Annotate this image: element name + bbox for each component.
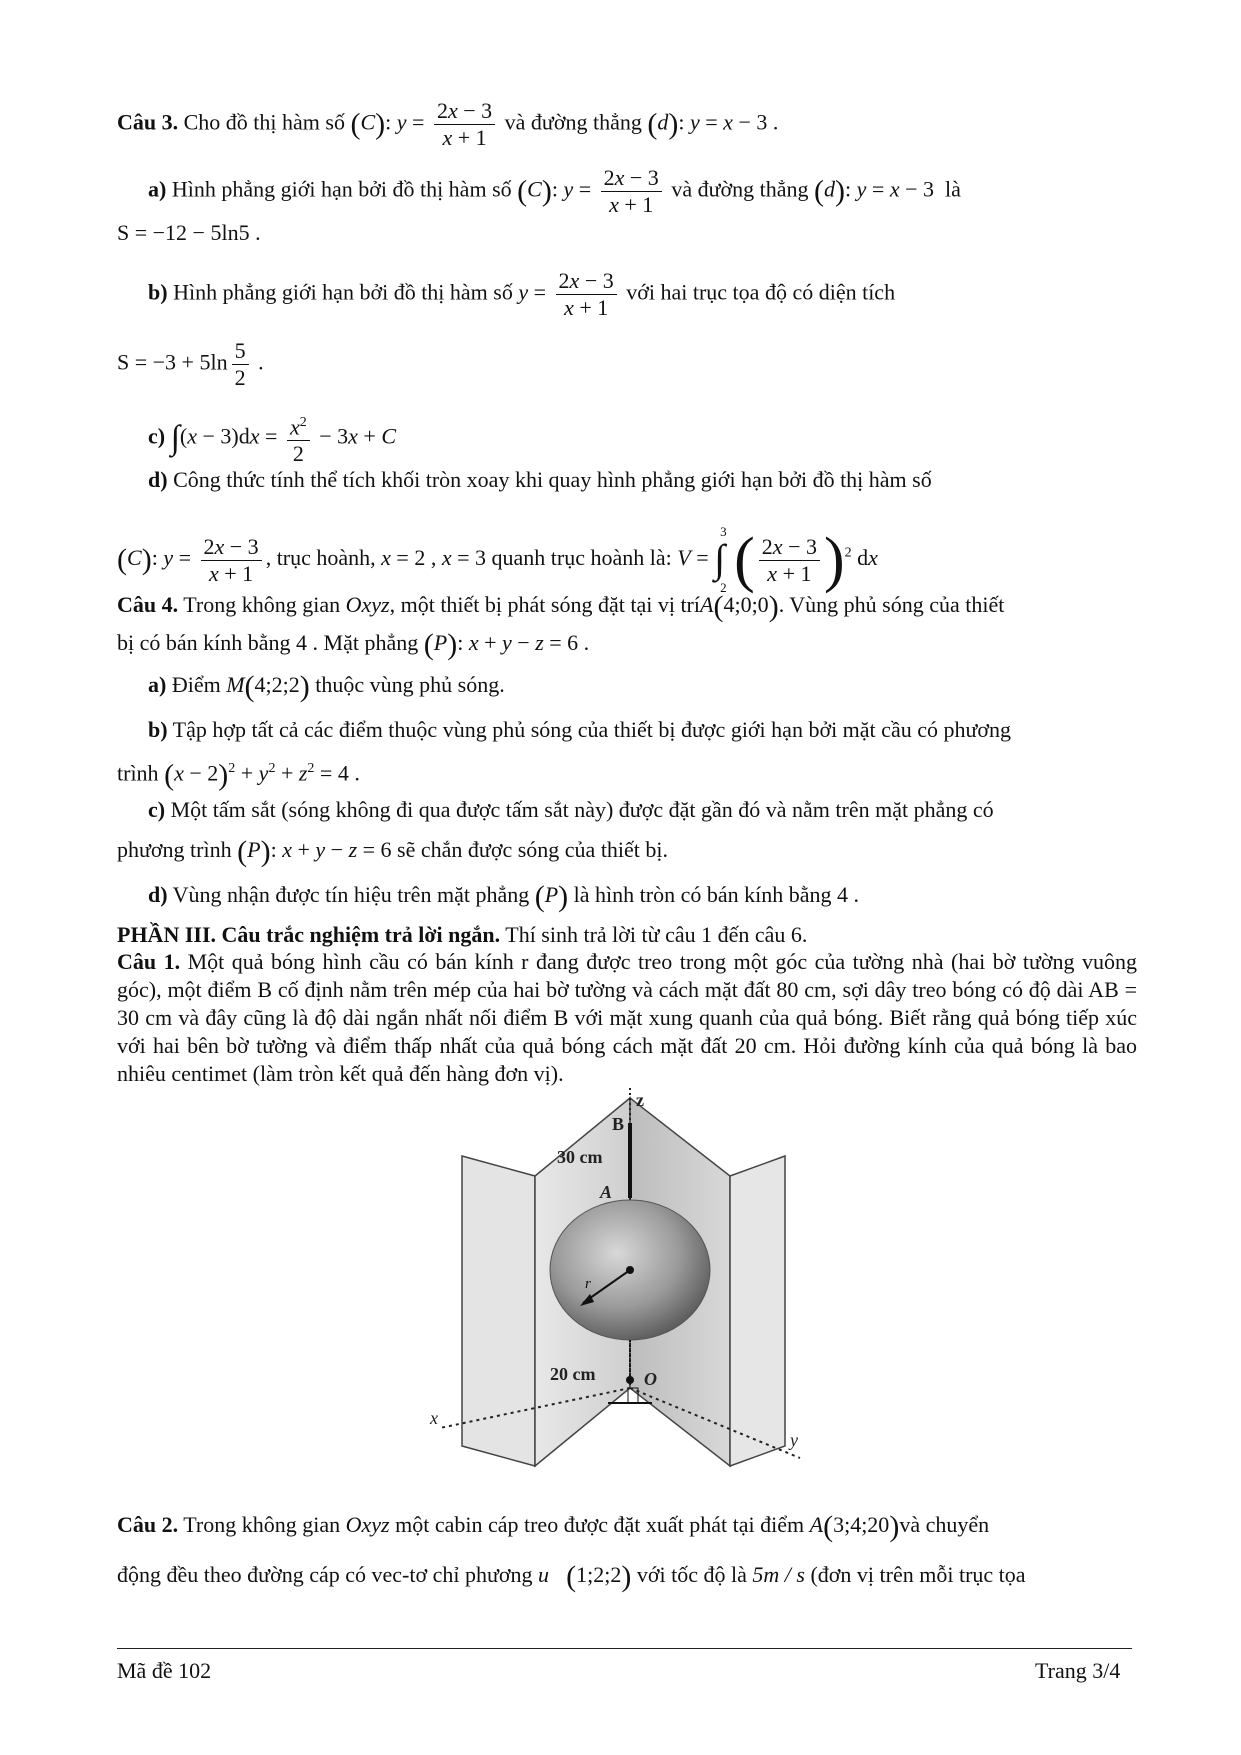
label-x: x: [430, 1408, 438, 1428]
q4-b: [148, 715, 1011, 745]
q3-title: Câu 3.: [117, 109, 179, 135]
part3-q2-line2c: (đơn vị trên mỗi trục tọa: [810, 1562, 1026, 1587]
q4-a-text: Điểm: [171, 672, 221, 697]
part3-q2-line2: động đều theo đường cáp có vec-tơ chỉ phương u⃗(1;2;2) với tốc độ là 5m / s (đơn vị trên mỗi trục tọa: [117, 1559, 1026, 1593]
part3-q2-line2-text: động đều theo đường cáp có vec-tơ chỉ phương: [117, 1562, 533, 1587]
q4-intro: Trong không gian: [183, 592, 341, 617]
q4-c-label: c): [148, 797, 166, 822]
part3-subtitle: Thí sinh trả lời từ câu 1 đến câu 6.: [505, 922, 808, 947]
label-30cm: 30 cm: [557, 1147, 603, 1167]
q4-c-text3: sẽ chắn được sóng của thiết bị.: [397, 837, 669, 862]
q3-b: b) Hình phẳng giới hạn bởi đồ thị hàm số y = $\frac{2x - 3}{x + 1}$ với hai trục tọa độ có diện tích: [148, 268, 896, 320]
q3-c: c) ∫(x − 3)dx = $\frac{x^2}{2}$ − 3x + C: [148, 410, 396, 467]
q3-d-formula: (C): y = $\frac{2x - 3}{x + 1}$ , trục hoành, x = 2 , x = 3 quanh trục hoành là: V = 3 ∫ 2 ( $\frac{2x - 3}{x + 1}$ )$^2$ dx: [117, 524, 878, 595]
q4-b-text2: trình: [117, 760, 159, 786]
q4-d-text: Vùng nhận được tín hiệu trên mặt phẳng: [172, 882, 530, 907]
q4-d-text2: là hình tròn có bán kính bằng 4 .: [573, 882, 860, 907]
part3-q1-label: Câu 1.: [117, 949, 181, 974]
q4-intro3: . Vùng phủ sóng của thiết: [778, 592, 1005, 617]
footer-code: Mã đề 102: [117, 1658, 212, 1683]
q3-line1: Câu 3. Cho đồ thị hàm số (C): y = $\frac{2x - 3}{x + 1}$ và đường thẳng (d): y = x − 3 .: [117, 98, 779, 150]
part3-q1-text: Một quả bóng hình cầu có bán kính r đang được treo trong một góc của tường nhà (hai bờ tường vuông góc), một điểm B cố định nằm trên mép của hai bờ tường và cách mặt đất 80 cm, sợi dây treo bóng có độ dài AB = 30 cm và đây cũng là độ dài ngắn nhất nối điểm B với mặt xung quanh của quả bóng. Biết rằng quả bóng tiếp xúc với hai bên bờ tường và điểm thấp nhất của quả bóng cách mặt đất 20 cm. Hỏi đường kính của quả bóng là bao nhiêu centimet (làm tròn kết quả đến hàng đơn vị).: [117, 949, 1137, 1086]
q4-d: d) Vùng nhận được tín hiệu trên mặt phẳng (P) là hình tròn có bán kính bằng 4 .: [148, 879, 860, 913]
part3-q2-label: Câu 2.: [117, 1512, 179, 1537]
q3-intro-b: và đường thẳng: [504, 109, 642, 135]
part3-q2-line2b: với tốc độ là: [636, 1562, 747, 1587]
q3-d-label: d): [148, 467, 168, 492]
q3-d-text2: , trục hoành,: [265, 545, 376, 571]
q3-b-result-text: S = −3 + 5ln: [117, 349, 228, 375]
q4-a-text2: thuộc vùng phủ sóng.: [315, 672, 505, 697]
q3-a-result: S = −12 − 5ln5 .: [117, 220, 261, 245]
q4-a: a) Điểm M(4;2;2) thuộc vùng phủ sóng.: [148, 669, 505, 703]
q3-a: a) Hình phẳng giới hạn bởi đồ thị hàm số (C): y = $\frac{2x - 3}{x + 1}$ và đường thẳng (d): y = x − 3 là: [148, 165, 961, 217]
q4-d-label: d): [148, 882, 168, 907]
q4-c-eq: phương trình (P): x + y − z = 6 sẽ chắn được sóng của thiết bị.: [117, 834, 669, 868]
q3-b-label: b): [148, 279, 168, 305]
q4-c: [148, 795, 994, 825]
part3-q2-text: Trong không gian: [183, 1512, 341, 1537]
q3-a-text3: là: [945, 176, 961, 202]
q4-line2: bị có bán kính bằng 4 . Mặt phẳng (P): x + y − z = 6 .: [117, 627, 590, 661]
q4-b-label: b): [148, 717, 168, 742]
q3-a-label: a): [148, 176, 167, 202]
q3-intro: Cho đồ thị hàm số: [183, 109, 345, 135]
q3-d-text3: quanh trục hoành là:: [491, 545, 672, 571]
ball-corner-figure: [430, 1090, 880, 1498]
q4-line1: Câu 4. Trong không gian Oxyz, một thiết bị phát sóng đặt tại vị tríA(4;0;0). Vùng phủ sóng của thiết: [117, 589, 1005, 623]
q3-a-text: Hình phẳng giới hạn bởi đồ thị hàm số: [171, 176, 512, 202]
part3-title: PHẦN III. Câu trắc nghiệm trả lời ngắn.: [117, 922, 501, 947]
label-A: A: [600, 1182, 613, 1202]
q4-c-text: Một tấm sắt (sóng không đi qua được tấm sắt này) được đặt gần đó và nằm trên mặt phẳng có: [170, 797, 994, 822]
part3-q1: [117, 948, 1137, 1088]
part3-q2-text3: và chuyển: [899, 1512, 990, 1537]
left-wall-fold: [462, 1156, 535, 1466]
fraction: $\frac{2x - 3}{x + 1}$: [434, 98, 495, 151]
q3-d: [148, 465, 932, 495]
q3-b-text: Hình phẳng giới hạn bởi đồ thị hàm số: [173, 279, 513, 305]
q4-intro2: , một thiết bị phát sóng đặt tại vị trí: [389, 592, 700, 617]
q4-title: Câu 4.: [117, 592, 179, 617]
footer-page: Trang 3/4: [1035, 1658, 1121, 1683]
point-O: [626, 1376, 634, 1384]
part3-q2-line1: Câu 2. Trong không gian Oxyz một cabin cáp treo được đặt xuất phát tại điểm A(3;4;20)và chuyển: [117, 1509, 990, 1543]
label-B: B: [612, 1114, 625, 1134]
label-O: O: [644, 1369, 657, 1389]
label-r: r: [585, 1276, 591, 1292]
q4-b-text: Tập hợp tất cả các điểm thuộc vùng phủ sóng của thiết bị được giới hạn bởi mặt cầu có phương: [172, 717, 1012, 742]
q4-line2-text: bị có bán kính bằng 4 . Mặt phẳng: [117, 630, 419, 655]
q4-a-label: a): [148, 672, 167, 697]
footer-rule: [117, 1648, 1132, 1649]
q3-c-label: c): [148, 423, 166, 449]
label-y: y: [790, 1430, 798, 1450]
right-wall-fold: [730, 1156, 785, 1466]
q4-b-eq: trình $(x - 2)^2 + y^2 + z^2 = 4$ .: [117, 758, 360, 792]
part3-q2-text2: một cabin cáp treo được đặt xuất phát tại điểm: [395, 1512, 805, 1537]
label-z: z: [636, 1090, 644, 1110]
label-20cm: 20 cm: [550, 1364, 596, 1384]
q4-c-text2: phương trình: [117, 837, 232, 862]
q3-b-text2: với hai trục tọa độ có diện tích: [626, 279, 896, 305]
q3-b-result: S = −3 + 5ln $\frac{5}{2}$ .: [117, 338, 264, 390]
q3-d-text: Công thức tính thể tích khối tròn xoay khi quay hình phẳng giới hạn bởi đồ thị hàm số: [173, 467, 932, 492]
q3-a-text2: và đường thẳng: [671, 176, 809, 202]
part3-heading: [117, 920, 807, 950]
